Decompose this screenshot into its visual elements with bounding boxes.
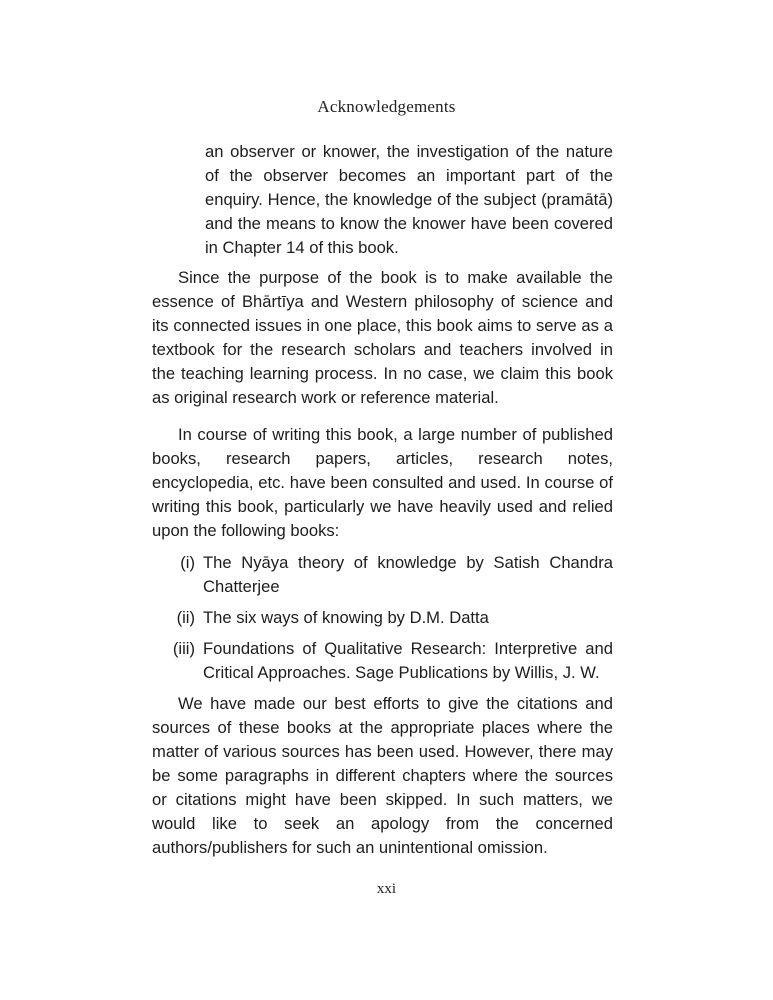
list-item	[152, 551, 613, 599]
list-item	[152, 606, 613, 630]
paragraph-citations-apology: We have made our best efforts to give the citations and sources of these books at the appropriate places where the matter of various sources has been used. However, there may be some paragraphs in different chapters where the sources or citations might have been skipped. In such matters, we would like to seek an apology from the concerned authors/publishers for such an unintentional omission.	[152, 694, 613, 857]
list-item-text: The six ways of knowing by D.M. Datta	[203, 608, 489, 627]
paragraph-sources-intro: In course of writing this book, a large number of published books, research papers, articles, research notes, encyclopedia, etc. have been consulted and used. In course of writing this book, particularly we have heavily used and relied upon the following books:	[152, 425, 613, 540]
list-item	[152, 637, 613, 685]
list-item-label: (i)	[180, 553, 195, 572]
list-item-text: The Nyāya theory of knowledge by Satish Chandra Chatterjee	[203, 553, 613, 596]
page-number: xxi	[376, 881, 397, 897]
paragraph-purpose: Since the purpose of the book is to make available the essence of Bhārtīya and Western philosophy of science and its connected issues in one place, this book aims to serve as a textbook for the research scholars and teachers involved in the teaching learning process. In no case, we claim this book as original research work or reference material.	[152, 268, 613, 407]
page-body	[152, 140, 613, 860]
page-title: Acknowledgements	[317, 97, 456, 116]
book-list	[152, 551, 613, 685]
list-item-label: (ii)	[176, 608, 195, 627]
list-item-label: (iii)	[172, 639, 195, 658]
list-item-text: Foundations of Qualitative Research: Interpretive and Critical Approaches. Sage Publications by Willis, J. W.	[203, 639, 613, 682]
paragraph-continuation: an observer or knower, the investigation of the nature of the observer becomes an important part of the enquiry. Hence, the knowledge of the subject (pramātā) and the means to know the knower have been covered in Chapter 14 of this book.	[205, 142, 613, 257]
